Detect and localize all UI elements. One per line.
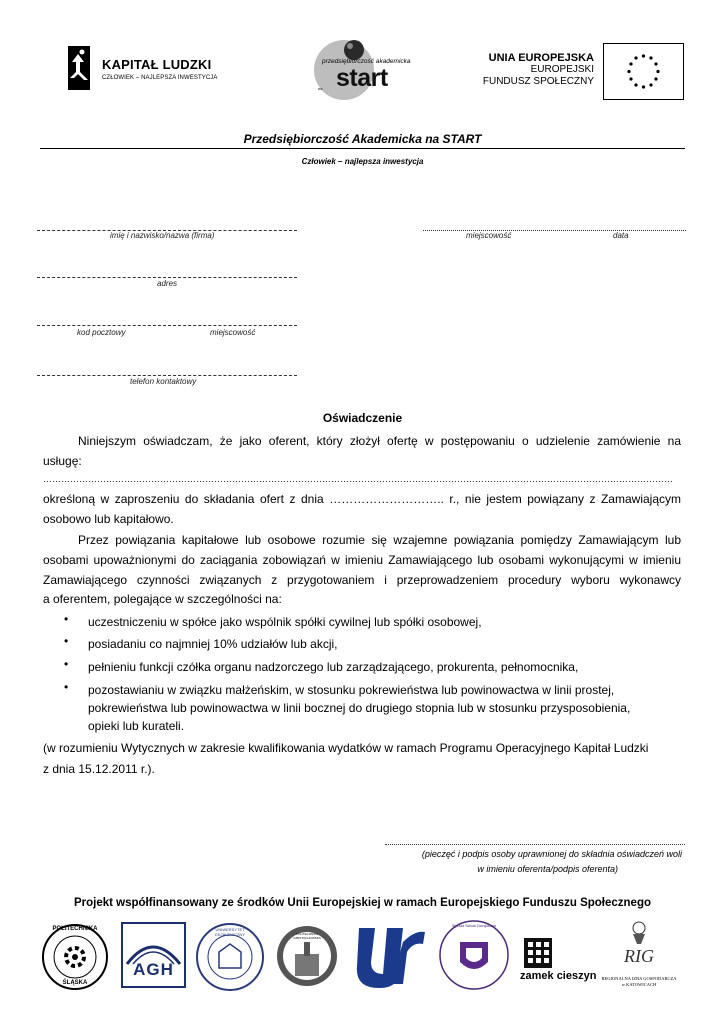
header-divider bbox=[40, 148, 685, 149]
start-logo-big: start bbox=[336, 64, 388, 92]
bullet-3-text: pełnieniu funkcji czółka organu nadzorczego lub zarządzającego, prokurenta, pełnomocnika, bbox=[88, 660, 579, 674]
phone-field-label: telefon kontaktowy bbox=[130, 377, 197, 386]
city-field-label: miejscowość bbox=[210, 328, 256, 337]
pcz-text: POLITECHNIKA CZĘSTOCHOWSKA bbox=[293, 932, 321, 940]
paragraph-3-line-4: a oferentem, polegające w szczególności na: bbox=[43, 592, 282, 606]
rig-name: REGIONALNA IZBA GOSPODARCZA w KATOWICACH bbox=[601, 976, 677, 987]
bullet-2-icon: • bbox=[64, 634, 69, 648]
eu-flag-icon bbox=[603, 43, 684, 100]
zamek-text: zamek cieszyn bbox=[520, 970, 597, 982]
bullet-3-icon: • bbox=[64, 657, 69, 671]
ur-text: Ur bbox=[349, 978, 351, 979]
agh-logo bbox=[121, 922, 186, 988]
bullet-4-icon: • bbox=[64, 680, 69, 694]
paragraph-2-line-1: określoną w zaproszeniu do składania ofert z dnia ……………………….. r., nie jestem powiązany z Zamawiającym bbox=[43, 492, 681, 506]
polsl-logo bbox=[40, 922, 110, 992]
eu-line3: FUNDUSZ SPOŁECZNY bbox=[482, 76, 594, 87]
bullet-4-line-2: pokrewieństwa lub powinowactwa w linii bocznej do drugiego stopnia lub w stosunku przysposobienia, bbox=[88, 701, 631, 715]
kapital-ludzki-icon bbox=[64, 44, 94, 92]
signature-label-line-2: w imieniu oferenta/podpis oferenta) bbox=[477, 864, 618, 874]
polsl-name-bottom: ŚLĄSKA bbox=[62, 980, 88, 986]
bullet-1-text: uczestniczeniu w spółce jako wspólnik spółki cywilnej lub spółki osobowej, bbox=[88, 615, 482, 629]
date-field-label: data bbox=[613, 231, 629, 240]
eu-line2: EUROPEJSKI bbox=[530, 64, 594, 75]
ur-logo bbox=[349, 922, 427, 992]
bullet-2-text: posiadaniu co najmniej 10% udziałów lub akcji, bbox=[88, 637, 338, 651]
phone-field-line[interactable] bbox=[37, 375, 297, 376]
zamek-tower-icon bbox=[518, 936, 592, 970]
name-field-label: imię i nazwisko/nazwa (firma) bbox=[110, 231, 215, 240]
rig-monogram: RIG bbox=[624, 946, 654, 966]
address-field-line[interactable] bbox=[37, 277, 297, 278]
paragraph-3-line-2: osobami upoważnionymi do zaciągania zobowiązań w imieniu Zamawiającego lub osobami wykonującymi w imieniu bbox=[43, 553, 681, 567]
start-logo bbox=[306, 36, 411, 102]
cofinancing-note: Projekt współfinansowany ze środków Unii Europejskiej w ramach Europejskiego Funduszu Społecznego bbox=[73, 897, 652, 909]
place-date-field-line[interactable] bbox=[423, 230, 686, 231]
service-dots-line: ………………………………………………………………………………………………………………………………………………………………………………………… bbox=[43, 474, 673, 484]
postcode-city-field-line[interactable] bbox=[37, 325, 297, 326]
paragraph-1-line-2: usługę: bbox=[43, 454, 82, 468]
eu-line1: UNIA EUROPEJSKA bbox=[488, 52, 594, 64]
bullet-4-line-1: pozostawianiu w związku małżeńskim, w stosunku pokrewieństwa lub powinowactwa w linii prostej, bbox=[88, 683, 615, 697]
place-field-label: miejscowość bbox=[466, 231, 512, 240]
eu-stars-icon bbox=[604, 44, 683, 99]
kapital-ludzki-logo bbox=[64, 44, 224, 96]
signature-line[interactable] bbox=[385, 844, 685, 845]
bullet-1-icon: • bbox=[64, 612, 69, 626]
statement-title: Oświadczenie bbox=[322, 411, 403, 425]
wsz-logo bbox=[438, 918, 510, 992]
eu-logo-text bbox=[470, 52, 594, 88]
zamek-logo bbox=[518, 936, 597, 986]
address-field-label: adres bbox=[157, 279, 178, 288]
wsz-text: Wyższa Szkoła Zarządzania bbox=[452, 924, 496, 928]
kapital-ludzki-tagline: CZŁOWIEK – NAJLEPSZA INWESTYCJA bbox=[102, 75, 218, 81]
start-logo-small: przedsiębiorczość akademicka bbox=[322, 58, 411, 65]
paragraph-2-line-2: osobowo lub kapitałowo. bbox=[43, 512, 174, 526]
start-logo-tiny: na bbox=[318, 86, 323, 91]
paragraph-3-line-1: Przez powiązania kapitałowe lub osobowe rozumie się wzajemne powiązania pomiędzy Zamawiającym lub bbox=[78, 533, 681, 547]
agh-text: AGH bbox=[133, 960, 174, 979]
kapital-ludzki-name: KAPITAŁ LUDZKI bbox=[102, 57, 212, 72]
page-title: Przedsiębiorczość Akademicka na START bbox=[243, 132, 482, 146]
pcz-logo bbox=[275, 920, 339, 992]
page-subtitle: Człowiek – najlepsza inwestycja bbox=[301, 157, 424, 166]
ue-text: UNIWERSYTET EKONOMICZNY bbox=[215, 927, 245, 937]
note-line-1: (w rozumieniu Wytycznych w zakresie kwalifikowania wydatków w ramach Programu Operacyjnego Kapitał Ludzki bbox=[43, 741, 649, 755]
signature-label-line-1: (pieczęć i podpis osoby uprawnionej do składnia oświadczeń woli bbox=[421, 849, 682, 859]
postcode-field-label: kod pocztowy bbox=[77, 328, 126, 337]
rig-logo bbox=[600, 920, 678, 992]
ur-logo-icon bbox=[349, 922, 427, 992]
ue-logo bbox=[195, 922, 265, 992]
paragraph-1-line-1: Niniejszym oświadczam, że jako oferent, który złożył ofertę w postępowaniu o udzielenie zamówienie na bbox=[78, 434, 681, 448]
paragraph-3-line-3: Zamawiającego czynności związanych z przygotowaniem i przeprowadzeniem procedury wyboru wykonawcy bbox=[43, 573, 681, 587]
polsl-name-top: POLITECHNIKA bbox=[52, 926, 98, 932]
pcz-gear-icon bbox=[275, 920, 339, 992]
bullet-4-line-3: opieki lub kurateli. bbox=[88, 719, 185, 733]
note-line-2: z dnia 15.12.2011 r.). bbox=[43, 762, 155, 776]
wsz-seal-icon bbox=[438, 918, 510, 992]
